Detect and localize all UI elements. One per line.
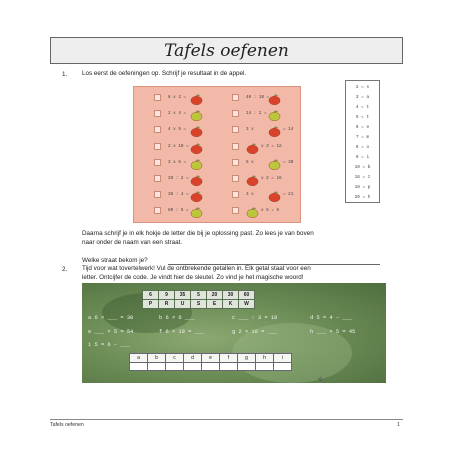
magic-wand-icon: ✧: [317, 375, 324, 384]
code-table: [142, 290, 255, 309]
question-1-number: 1.: [62, 71, 68, 78]
exercise-expression: 3 x: [246, 192, 254, 198]
apple-icon[interactable]: [190, 108, 203, 119]
exercise-expression: 8 x 2 =: [168, 95, 187, 100]
letter-box[interactable]: [232, 110, 239, 117]
legend-item: 16 = z: [354, 175, 371, 180]
letter-box[interactable]: [232, 207, 239, 214]
legend-item: 7 = m: [355, 135, 370, 140]
letter-box[interactable]: [232, 191, 239, 198]
letter-box[interactable]: [232, 94, 239, 101]
key-letter-cell: f: [220, 354, 238, 363]
exercise-row-right: [232, 141, 302, 152]
apple-icon[interactable]: [190, 173, 203, 184]
legend-item: 20 = h: [354, 195, 371, 200]
question-1-instruction: Los eerst de oefeningen op. Schrijf je resultaat in de appel.: [82, 70, 247, 77]
question-1-after-line1: Daarna schrijf je in elk hokje de letter die bij je oplossing past. Zo lees je van boven: [82, 230, 314, 237]
page-title: Tafels oefenen: [164, 40, 289, 61]
magic-code-image: [82, 283, 386, 383]
key-letter-cell: g: [238, 354, 256, 363]
exercise-row-left: [154, 124, 224, 135]
key-table: [129, 353, 292, 371]
apple-icon[interactable]: [246, 173, 259, 184]
apple-exercise-image: [133, 86, 301, 223]
apple-icon[interactable]: [190, 124, 203, 135]
equation[interactable]: e ___ × 5 = 54: [88, 329, 134, 335]
letter-box[interactable]: [154, 94, 161, 101]
legend-item: 4 = t: [355, 105, 370, 110]
exercise-expression: 36 : 4 =: [168, 192, 189, 198]
equation[interactable]: f 6 × 10 = ___: [159, 329, 205, 335]
equation[interactable]: a 6 × ___ = 30: [88, 315, 134, 321]
code-number-cell: 9: [159, 291, 175, 300]
code-letter-row: [143, 300, 255, 309]
key-answer-cell[interactable]: [130, 363, 148, 371]
title-box: [50, 37, 403, 64]
question-1-question: Welke straat bekom je?: [82, 257, 148, 264]
letter-box[interactable]: [154, 191, 161, 198]
code-number-cell: 30: [223, 291, 239, 300]
apple-icon[interactable]: [268, 124, 281, 135]
equation[interactable]: d 5 = 4 – ___: [310, 315, 353, 321]
apple-icon[interactable]: [268, 92, 281, 103]
letter-box[interactable]: [232, 143, 239, 150]
legend-item: 2 = s: [355, 85, 370, 90]
apple-icon[interactable]: [190, 141, 203, 152]
exercise-expression: 2 x 4 =: [168, 111, 187, 117]
code-number-cell: 20: [207, 291, 223, 300]
code-number-cell: 35: [175, 291, 191, 300]
exercise-suffix: x 2 = 16: [261, 176, 282, 181]
exercise-row-left: [154, 205, 224, 216]
equation[interactable]: h ___ × 5 = 45: [310, 329, 356, 335]
footer-page-number: 1: [397, 422, 400, 428]
key-answer-cell[interactable]: [220, 363, 238, 371]
legend-item: 10 = b: [354, 165, 371, 170]
legend-item: 8 = o: [355, 145, 370, 150]
key-letter-row: [130, 354, 292, 363]
code-letter-cell: P: [143, 300, 159, 309]
equation[interactable]: b 6 × 6 ___: [159, 315, 195, 321]
exercise-row-left: [154, 173, 224, 184]
exercise-suffix: x 3 = 12: [261, 143, 282, 149]
letter-box[interactable]: [232, 175, 239, 182]
key-letter-cell: h: [256, 354, 274, 363]
code-number-row: [143, 291, 255, 300]
legend-item: 18 = p: [354, 185, 371, 190]
code-number-cell: 60: [239, 291, 255, 300]
exercise-row-right: [232, 108, 302, 119]
letter-box[interactable]: [232, 159, 239, 166]
equation[interactable]: i 5 = 6 – ___: [88, 342, 131, 348]
key-answer-cell[interactable]: [274, 363, 292, 371]
apple-icon[interactable]: [268, 189, 281, 200]
exercise-row-right: [232, 124, 302, 135]
exercise-suffix: = 14: [283, 127, 294, 133]
letter-box[interactable]: [154, 175, 161, 182]
key-letter-cell: d: [184, 354, 202, 363]
key-answer-cell[interactable]: [184, 363, 202, 371]
key-answer-cell[interactable]: [256, 363, 274, 371]
legend-item: 3 = a: [355, 95, 370, 100]
exercise-row-right: [232, 157, 302, 168]
key-answer-row: [130, 363, 292, 371]
equation[interactable]: c ___ : 3 = 18: [232, 315, 278, 321]
code-letter-cell: R: [159, 300, 175, 309]
exercise-row-right: [232, 173, 302, 184]
exercise-expression: 3 x: [246, 127, 254, 133]
footer-divider: [50, 419, 403, 420]
apple-icon[interactable]: [190, 205, 203, 216]
letter-box[interactable]: [154, 126, 161, 133]
exercise-row-left: [154, 141, 224, 152]
key-letter-cell: i: [274, 354, 292, 363]
exercise-expression: 14 : 2 =: [246, 111, 267, 117]
exercise-expression: 3 x 6 =: [168, 159, 187, 165]
code-number-cell: 5: [191, 291, 207, 300]
exercise-expression: 4 x 5 =: [168, 127, 187, 133]
exercise-row-left: [154, 157, 224, 168]
legend-item: 9 = i: [355, 155, 370, 160]
exercise-suffix: = 30: [283, 159, 294, 165]
letter-legend: [345, 80, 380, 203]
letter-box[interactable]: [154, 110, 161, 117]
key-letter-cell: c: [166, 354, 184, 363]
question-2-instruction-line1: Tijd voor wat tovertelwerk! Vul de ontbrekende getallen in. Elk getal staat voor een: [82, 265, 311, 272]
apple-icon[interactable]: [246, 205, 259, 216]
key-answer-cell[interactable]: [202, 363, 220, 371]
exercise-suffix: x 5 = 5: [261, 208, 280, 214]
legend-item: 5 = t: [355, 115, 370, 120]
letter-box[interactable]: [232, 126, 239, 133]
legend-item: 6 = e: [355, 125, 370, 130]
code-letter-cell: W: [239, 300, 255, 309]
apple-icon[interactable]: [190, 157, 203, 168]
code-letter-cell: E: [207, 300, 223, 309]
exercise-expression: 5 x: [246, 159, 254, 165]
letter-box[interactable]: [154, 159, 161, 166]
key-answer-cell[interactable]: [148, 363, 166, 371]
apple-icon[interactable]: [268, 157, 281, 168]
question-2-instruction-line2: letter. Ontcijfer de code. Je vindt hier de sleutel. Zo vind je het magische woord!: [82, 274, 304, 281]
key-letter-cell: a: [130, 354, 148, 363]
code-letter-cell: U: [175, 300, 191, 309]
exercise-row-right: [232, 92, 302, 103]
equation[interactable]: g 2 × 10 = ___: [232, 329, 278, 335]
letter-box[interactable]: [154, 143, 161, 150]
question-2-number: 2.: [62, 266, 68, 273]
apple-icon[interactable]: [268, 108, 281, 119]
footer-title: Tafels oefenen: [50, 422, 84, 428]
apple-icon[interactable]: [246, 141, 259, 152]
exercise-row-right: [232, 189, 302, 200]
exercise-suffix: = 21: [283, 192, 294, 198]
key-answer-cell[interactable]: [166, 363, 184, 371]
key-letter-cell: e: [202, 354, 220, 363]
exercise-expression: 80 : 5 =: [168, 208, 189, 214]
apple-icon[interactable]: [190, 92, 203, 103]
key-letter-cell: b: [148, 354, 166, 363]
exercise-row-left: [154, 108, 224, 119]
code-letter-cell: S: [191, 300, 207, 309]
code-number-cell: 6: [143, 291, 159, 300]
code-letter-cell: K: [223, 300, 239, 309]
key-answer-cell[interactable]: [238, 363, 256, 371]
exercise-row-left: [154, 189, 224, 200]
exercise-row-right: [232, 205, 302, 216]
exercise-expression: 20 : 2 =: [168, 176, 189, 181]
exercise-expression: 2 x 10 =: [168, 143, 189, 149]
apple-icon[interactable]: [190, 189, 203, 200]
exercise-expression: 40 : 10 =: [246, 95, 270, 100]
exercise-row-left: [154, 92, 224, 103]
question-1-after-line2: naar onder de naam van een straat.: [82, 239, 183, 246]
letter-box[interactable]: [154, 207, 161, 214]
